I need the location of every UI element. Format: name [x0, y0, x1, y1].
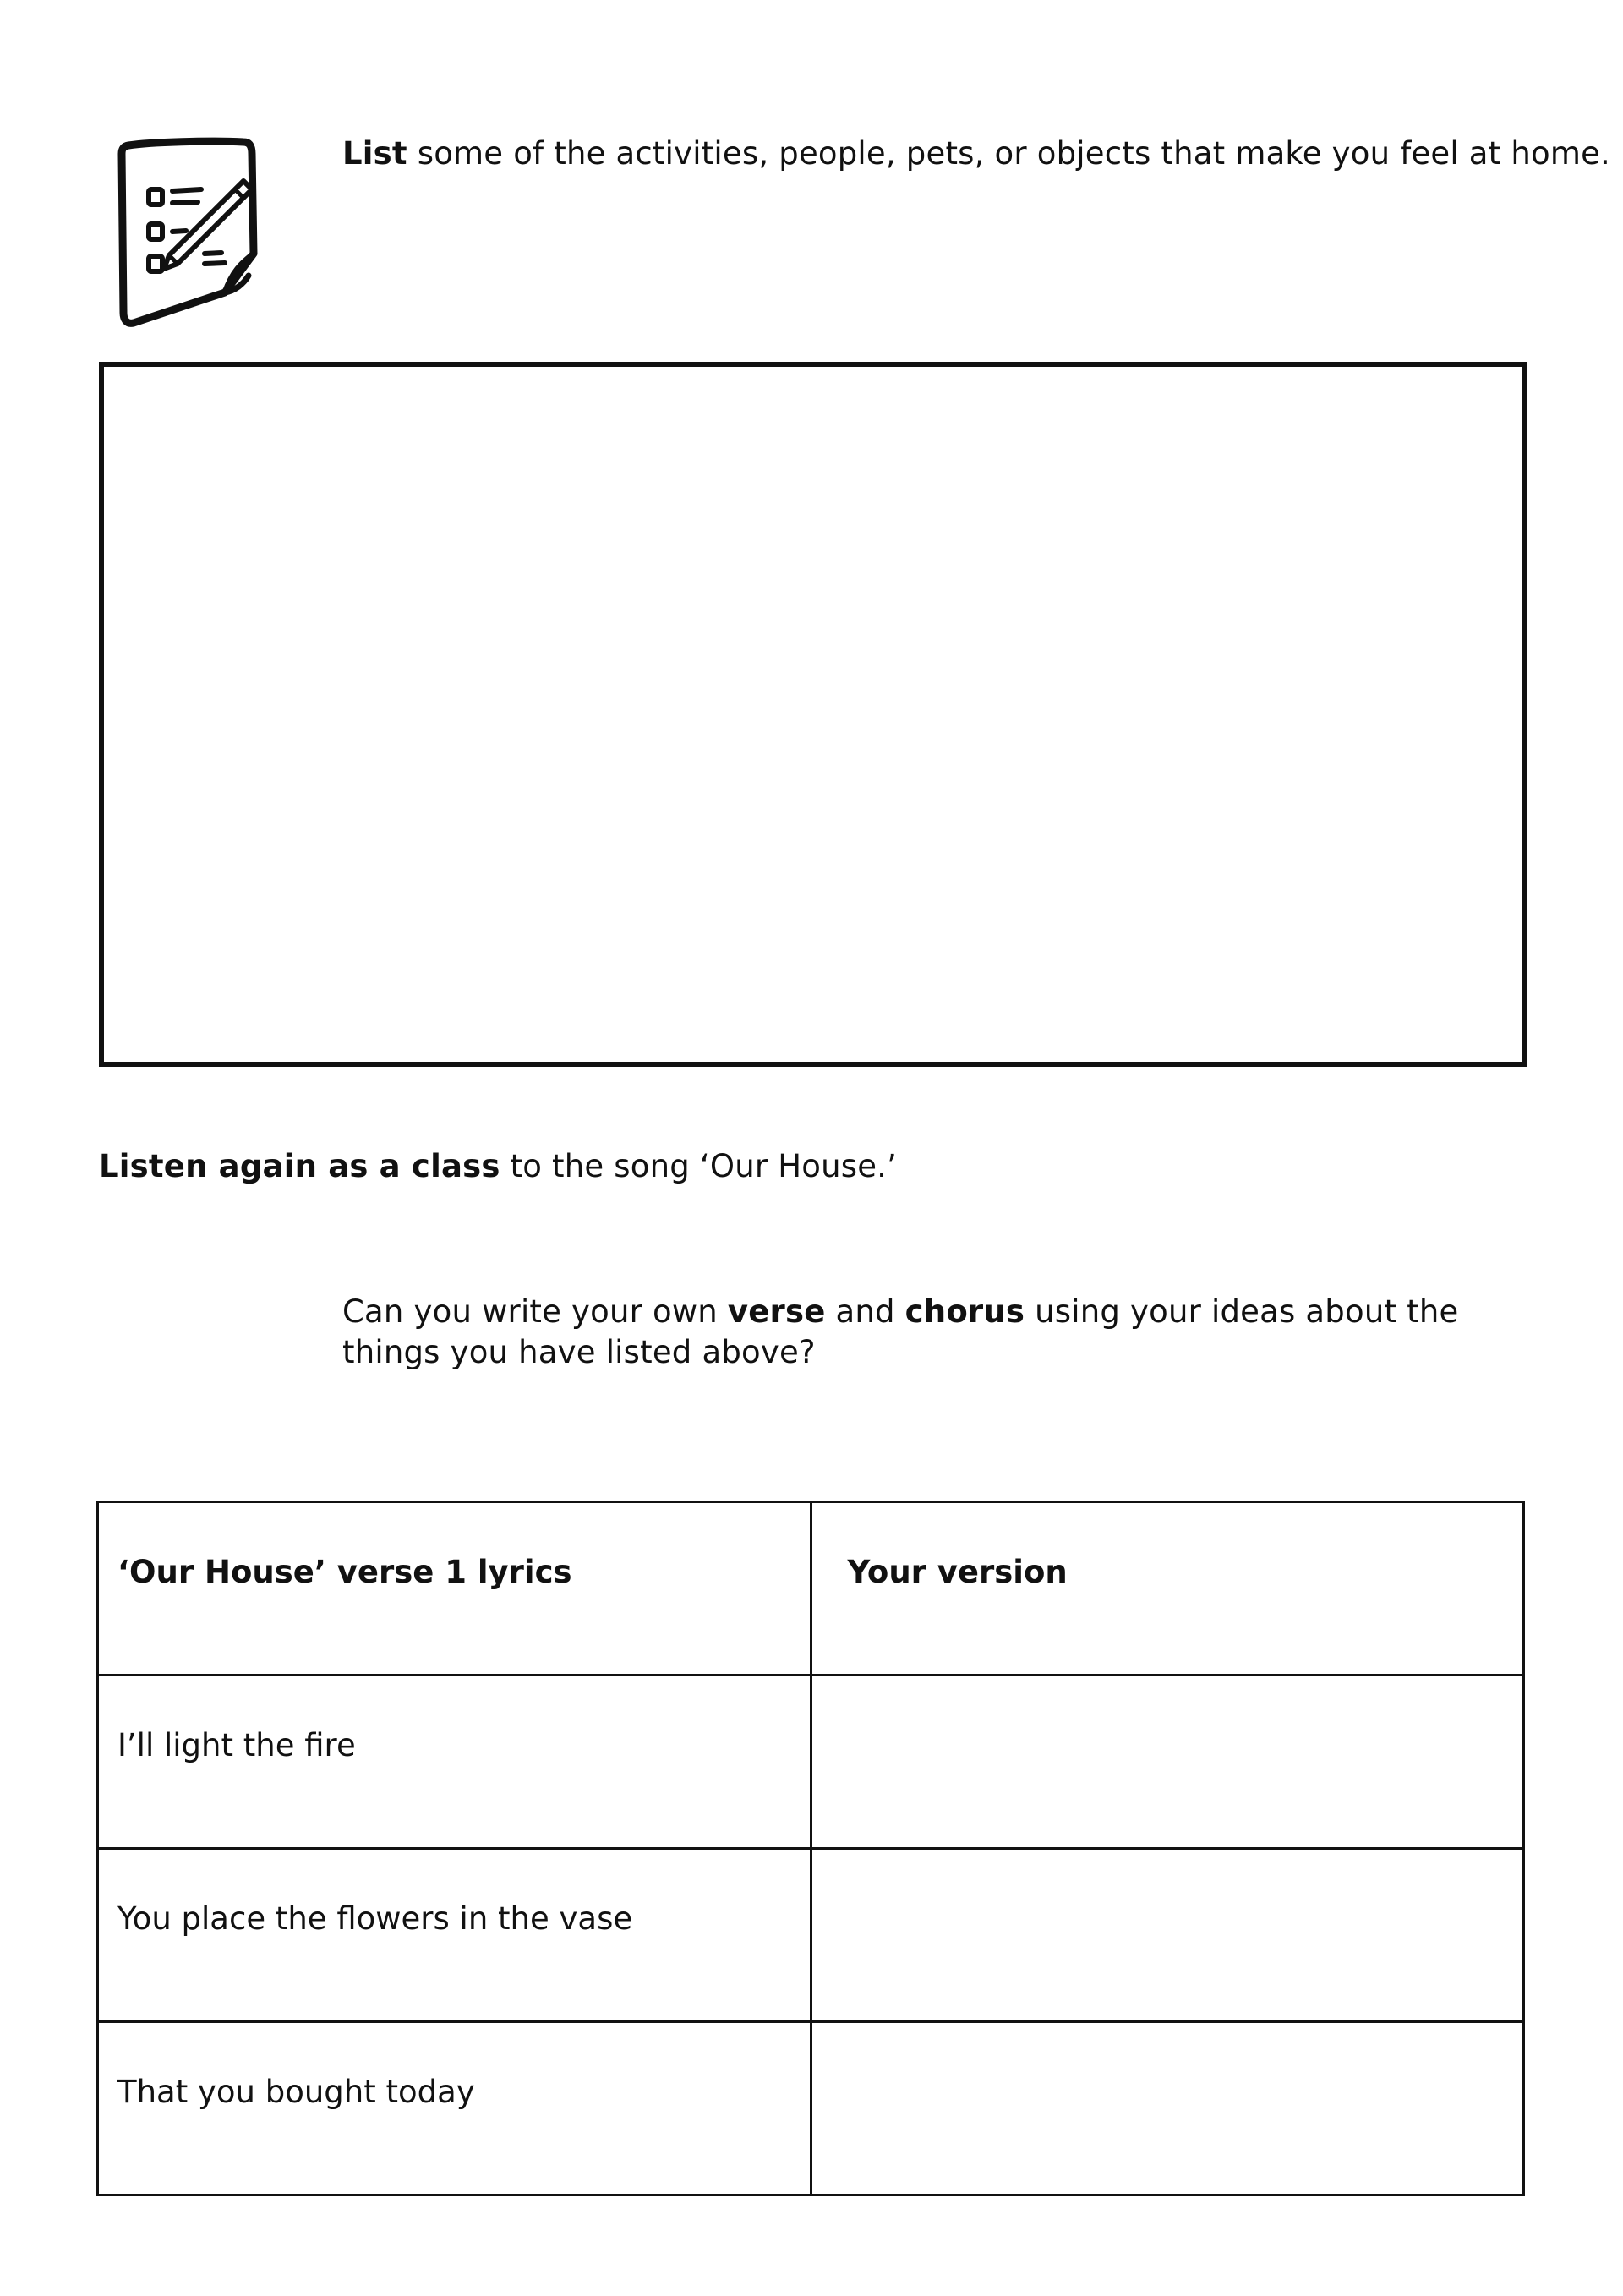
your-version-cell[interactable]: [811, 1676, 1524, 1849]
lyric-text: I’ll light the fire: [117, 1727, 356, 1763]
write-prompt-part1: Can you write your own: [342, 1293, 728, 1330]
checklist-pencil-icon: [117, 135, 277, 330]
your-version-text[interactable]: [812, 1850, 1523, 1899]
lyric-cell: [98, 1676, 812, 1849]
write-prompt: [342, 1292, 1543, 1373]
lyric-cell: [98, 1849, 812, 2022]
write-prompt-part3: using your ideas about the things you have listed above?: [342, 1293, 1459, 1370]
list-prompt-rest: some of the activities, people, pets, or objects that make you feel at home.: [407, 135, 1611, 172]
table-header-row: [98, 1502, 1524, 1676]
header-your-version-cell: [811, 1502, 1524, 1676]
lyrics-table: [96, 1501, 1525, 2196]
header-your-version-label: Your version: [847, 1554, 1068, 1590]
write-prompt-verse: verse: [727, 1293, 826, 1330]
list-prompt: [342, 134, 1611, 174]
your-version-text[interactable]: [812, 2023, 1523, 2072]
listen-instruction: [99, 1146, 897, 1187]
lyric-text: You place the flowers in the vase: [117, 1900, 633, 1937]
your-version-cell[interactable]: [811, 1849, 1524, 2022]
your-version-cell[interactable]: [811, 2022, 1524, 2195]
your-version-text[interactable]: [812, 1676, 1523, 1725]
lyric-text: That you bought today: [117, 2074, 475, 2110]
listen-instruction-rest: to the song ‘Our House.’: [500, 1148, 898, 1184]
lyric-cell: [98, 2022, 812, 2195]
header-lyrics-cell: [98, 1502, 812, 1676]
list-prompt-bold: List: [342, 135, 407, 172]
table-row: [98, 1849, 1524, 2022]
list-answer-box[interactable]: [99, 362, 1527, 1067]
table-row: [98, 1676, 1524, 1849]
header-lyrics-label: ‘Our House’ verse 1 lyrics: [117, 1554, 572, 1590]
table-row: [98, 2022, 1524, 2195]
write-prompt-chorus: chorus: [904, 1293, 1025, 1330]
write-prompt-part2: and: [825, 1293, 905, 1330]
listen-instruction-bold: Listen again as a class: [99, 1148, 500, 1184]
